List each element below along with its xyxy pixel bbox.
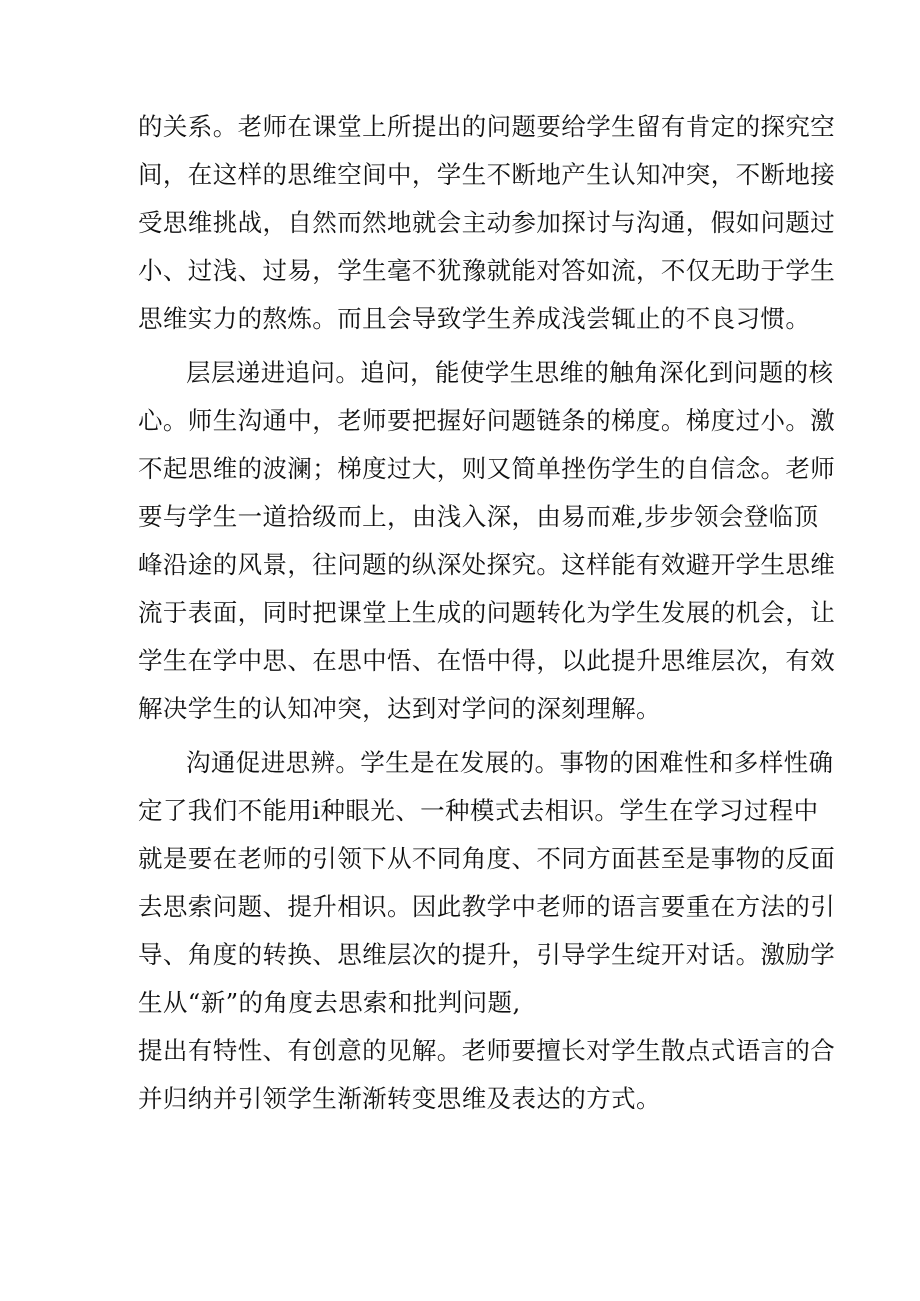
text-line: 导、角度的转换、思维层次的提升，引导学生绽开对话。激励学 (138, 940, 836, 969)
text-line: 的关系。老师在课堂上所提出的问题要给学生留有肯定的探究空 (138, 112, 836, 141)
text-line: 心。师生沟通中，老师要把握好问题链条的梯度。梯度过小。激 (138, 406, 836, 435)
text-line: 去思索问题、提升相识。因此教学中老师的语言要重在方法的引 (138, 892, 836, 921)
text-line: 就是要在老师的引领下从不同角度、不同方面甚至是事物的反面 (138, 844, 836, 873)
text-line: 不起思维的波澜；梯度过大，则又简单挫伤学生的自信念。老师 (138, 454, 836, 483)
text-line: 流于表面，同时把课堂上生成的问题转化为学生发展的机会，让 (138, 598, 836, 627)
text-line: 思维实力的熬炼。而且会导致学生养成浅尝辄止的不良习惯。 (138, 304, 811, 333)
text-line: 峰沿途的风景，往问题的纵深处探究。这样能有效避开学生思维 (138, 550, 836, 579)
text-line: 层层递进追问。追问，能使学生思维的触角深化到问题的核 (186, 358, 834, 387)
text-line: 解决学生的认知冲突，达到对学问的深刻理解。 (138, 694, 661, 723)
text-line: 要与学生一道拾级而上，由浅入深，由易而难,步步领会登临顶 (138, 502, 819, 531)
text-line: 定了我们不能用i种眼光、一种模式去相识。学生在学习过程中 (138, 796, 819, 825)
text-line: 小、过浅、过易，学生毫不犹豫就能对答如流，不仅无助于学生 (138, 256, 836, 285)
text-line: 并归纳并引领学生渐渐转变思维及表达的方式。 (138, 1084, 661, 1113)
text-line: 提出有特性、有创意的见解。老师要擅长对学生散点式语言的合 (138, 1036, 836, 1065)
text-line: 受思维挑战，自然而然地就会主动参加探讨与沟通，假如问题过 (138, 208, 836, 237)
text-line: 学生在学中思、在思中悟、在悟中得，以此提升思维层次，有效 (138, 646, 836, 675)
text-line: 生从“新”的角度去思索和批判问题, (138, 988, 521, 1017)
text-line: 沟通促进思辨。学生是在发展的。事物的困难性和多样性确 (186, 748, 834, 777)
text-line: 间，在这样的思维空间中，学生不断地产生认知冲突，不断地接 (138, 160, 836, 189)
